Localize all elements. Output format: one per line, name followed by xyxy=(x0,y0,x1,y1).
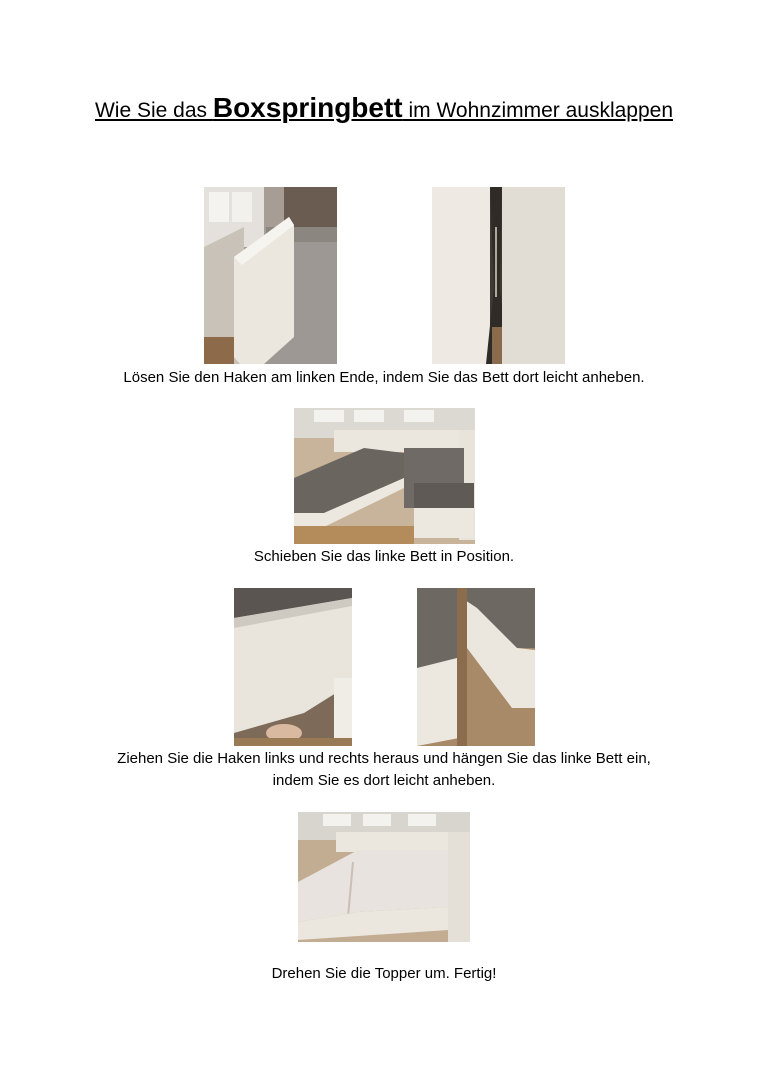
photo-pull-hook xyxy=(234,588,352,746)
photo-hooked-beds xyxy=(417,588,535,746)
photo-finished-bed xyxy=(298,812,470,942)
title-suffix: im Wohnzimmer ausklappen xyxy=(408,99,674,122)
photo-hook-gap xyxy=(432,187,565,364)
photo-sofa-side-view xyxy=(204,187,337,364)
title-prefix: Wie Sie das xyxy=(94,99,207,122)
page-title xyxy=(0,92,768,124)
step-3-caption-line-1: Ziehen Sie die Haken links und rechts heraus und hängen Sie das linke Bett ein, xyxy=(117,750,651,767)
step-3-caption-line-2: indem Sie es dort leicht anheben. xyxy=(272,772,496,789)
title-emphasis: Boxspringbett xyxy=(212,92,403,123)
step-1-caption: Lösen Sie den Haken am linken Ende, indem Sie das Bett dort leicht anheben. xyxy=(123,369,645,386)
step-2-caption: Schieben Sie das linke Bett in Position. xyxy=(253,548,515,565)
step-4-caption: Drehen Sie die Topper um. Fertig! xyxy=(271,965,497,982)
photo-beds-corner xyxy=(294,408,475,544)
